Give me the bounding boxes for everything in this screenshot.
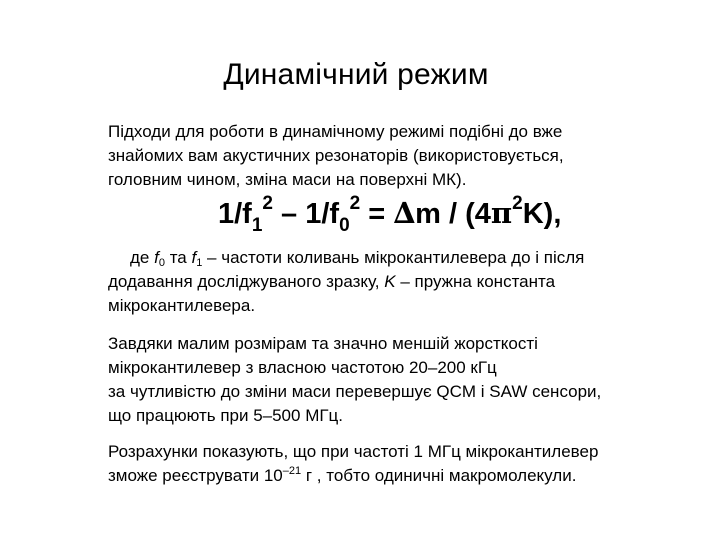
explanation-text: де: [130, 248, 155, 267]
formula-term-2-sub: 0: [339, 215, 350, 236]
intro-paragraph: [108, 120, 668, 192]
intro-line-1: Підходи для роботи в динамічному режимі подібні до вже: [108, 122, 563, 141]
intro-line-3: головним чином, зміна маси на поверхні МК).: [108, 170, 467, 189]
explanation-text: – пружна константа: [395, 272, 556, 291]
f1-symbol: f: [191, 248, 197, 267]
formula-tail: K),: [522, 198, 562, 230]
calculation-paragraph: [108, 440, 668, 488]
advantage-line-1: Завдяки малим розмірам та значно меншій жорсткості: [108, 334, 538, 353]
slide-title: Динамічний режим: [223, 58, 489, 91]
k-symbol: K: [384, 272, 396, 291]
advantage-line-2: мікрокантилевер з власною частотою 20–200 кГц: [108, 358, 497, 377]
explanation-paragraph: [108, 246, 668, 318]
formula-mass-part: m / (4: [415, 198, 491, 230]
explanation-text: додавання досліджуваного зразку,: [108, 272, 385, 291]
explanation-text: та: [164, 248, 192, 267]
explanation-line-3: мікрокантилевера.: [108, 296, 256, 315]
explanation-line-2: [108, 270, 668, 294]
f0-symbol: f: [154, 248, 159, 267]
f0-subscript: 0: [158, 257, 165, 269]
formula-term-2-sup: 2: [349, 193, 361, 214]
explanation-line-1: [108, 246, 668, 270]
pi-sup: 2: [512, 193, 523, 214]
f1-subscript: 1: [196, 257, 203, 269]
calculation-line-1: Розрахунки показують, що при частоті 1 МГц мікрокантилевер: [108, 442, 599, 461]
formula-term-2: – 1/f: [273, 198, 340, 230]
advantage-line-4: що працюють при 5–500 МГц.: [108, 406, 344, 425]
formula-term-1: 1/f: [218, 198, 252, 230]
advantage-paragraph: [108, 332, 668, 428]
delta-symbol: ∆: [393, 196, 416, 230]
frequency-mass-formula: [218, 193, 562, 236]
intro-line-2: знайомих вам акустичних резонаторів (використовується,: [108, 146, 564, 165]
calculation-text: г , тобто одиничні макромолекули.: [301, 466, 577, 485]
calculation-text: зможе реєструвати 10: [108, 466, 283, 485]
explanation-text: – частоти коливань мікрокантилевера до і після: [202, 248, 585, 267]
formula-term-1-sub: 1: [251, 215, 263, 236]
exponent: –21: [282, 465, 302, 477]
calculation-line-2: [108, 464, 668, 488]
pi-symbol: π: [490, 196, 513, 230]
formula-equals: =: [360, 198, 394, 230]
formula-term-1-sup: 2: [262, 193, 273, 214]
advantage-line-3: за чутливістю до зміни маси перевершує QCM і SAW сенсори,: [108, 382, 602, 401]
